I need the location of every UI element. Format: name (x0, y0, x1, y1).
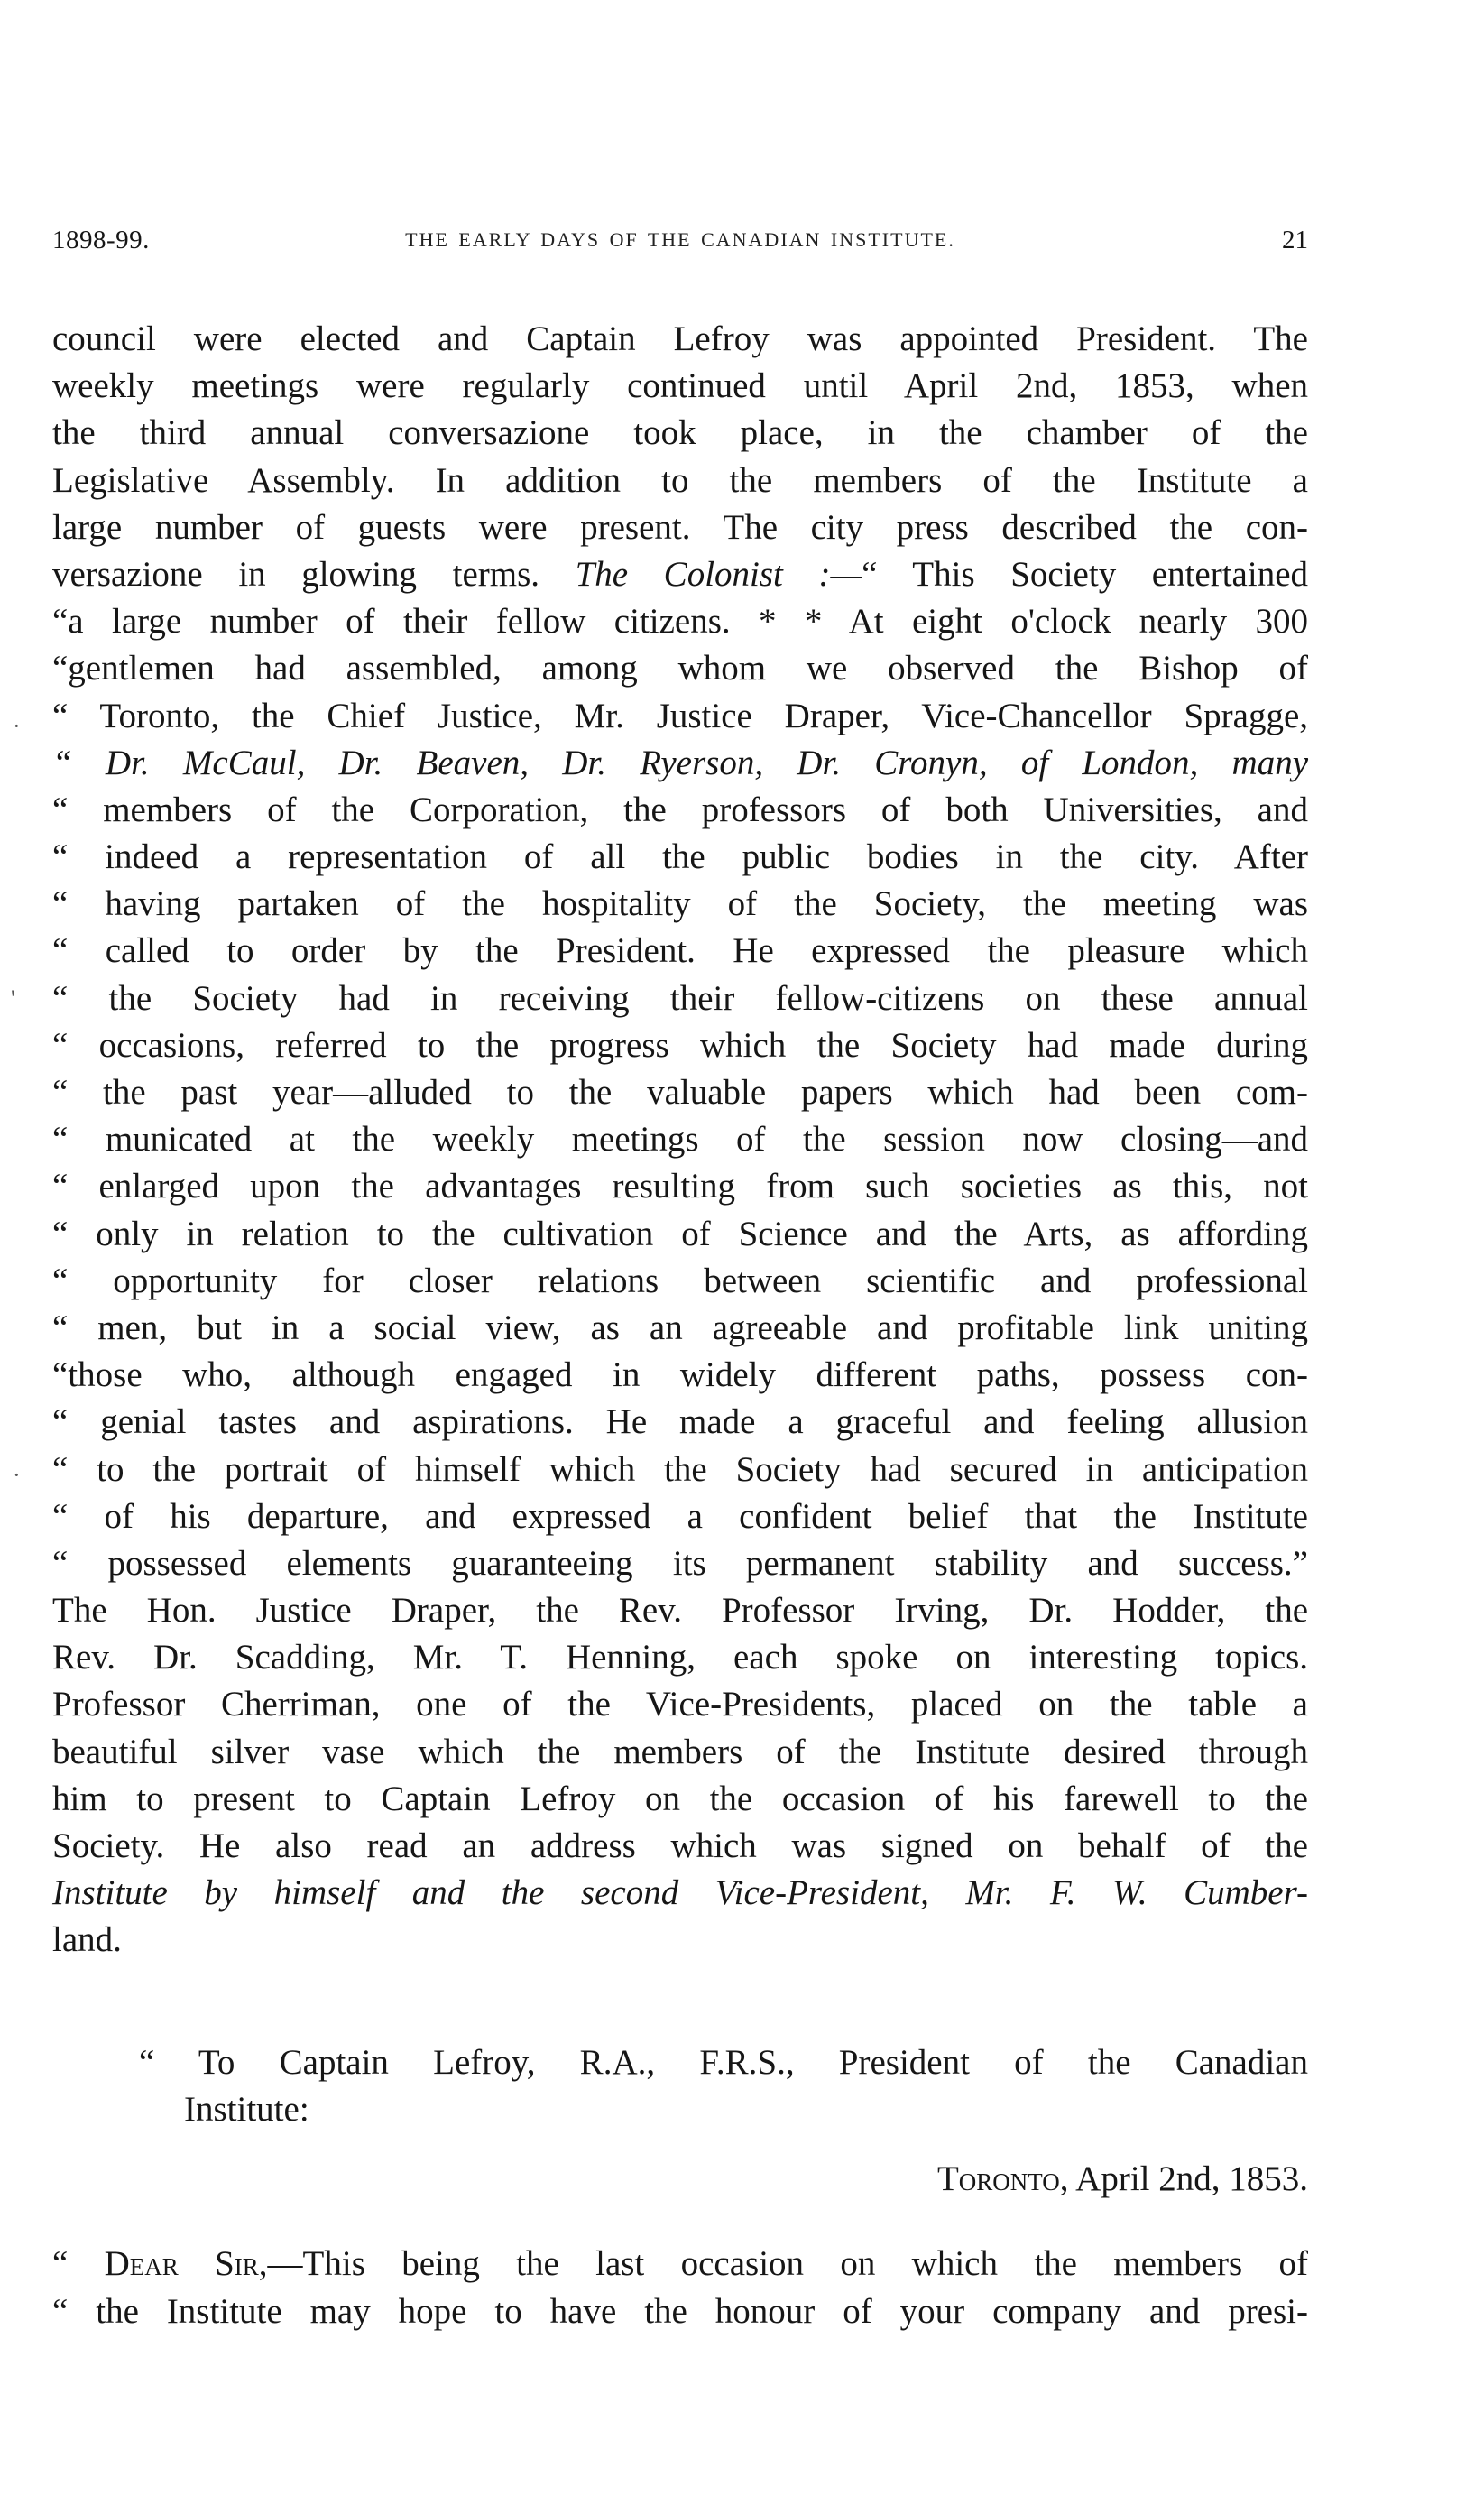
running-head-year: 1898-99. (52, 226, 150, 254)
text-line: beautiful silver vase which the members of the Institute desired through (52, 1732, 1308, 1771)
text-line: “ called to order by the President. He expressed the pleasure which (52, 931, 1308, 971)
newspaper-title: The Colonist :— (575, 554, 862, 594)
margin-mark: · (13, 1462, 21, 1488)
text-line: weekly meetings were regularly continued until April 2nd, 1853, when (52, 366, 1308, 406)
text-line: “ the Institute may hope to have the honour of your company and presi- (52, 2292, 1308, 2331)
address-line: “ To Captain Lefroy, R.A., F.R.S., President of the Canadian (139, 2043, 1308, 2082)
text-line: him to present to Captain Lefroy on the occasion of his farewell to the (52, 1779, 1308, 1818)
text-segment: —This being the last occasion on which the members of (267, 2244, 1308, 2283)
text-line: council were elected and Captain Lefroy was appointed President. The (52, 319, 1308, 358)
text-line: “ indeed a representation of all the public bodies in the city. After (52, 837, 1308, 877)
page-number: 21 (1282, 226, 1308, 254)
text-line: “ possessed elements guaranteeing its permanent stability and success.” (52, 1543, 1308, 1583)
text-line: “those who, although engaged in widely different paths, possess con- (52, 1355, 1308, 1395)
text-line (52, 2240, 1308, 2288)
text-line: land. (52, 1920, 122, 1960)
text-line: “ genial tastes and aspirations. He made a graceful and feeling allusion (52, 1402, 1308, 1442)
text-line: “ opportunity for closer relations between scientific and professional (52, 1261, 1308, 1300)
margin-mark: ' (11, 985, 15, 1012)
address-line: Institute: (184, 2090, 309, 2129)
text-line: “ having partaken of the hospitality of the Society, the meeting was (52, 884, 1308, 924)
text-line: “ the Society had in receiving their fellow-citizens on these annual (52, 978, 1308, 1018)
running-head-title: THE EARLY DAYS OF THE CANADIAN INSTITUTE. (405, 228, 955, 251)
text-line: Society. He also read an address which was signed on behalf of the (52, 1826, 1308, 1865)
dateline-place: Toronto, (936, 2159, 1069, 2198)
letter-opening (52, 2240, 1308, 2335)
text-line (52, 551, 1308, 598)
dateline (937, 2158, 1308, 2199)
text-line: “ of his departure, and expressed a confident belief that the Institute (52, 1496, 1308, 1536)
text-line: Professor Cherriman, one of the Vice-Presidents, placed on the table a (52, 1685, 1308, 1724)
text-line: “gentlemen had assembled, among whom we observed the Bishop of (52, 649, 1308, 689)
text-line: The Hon. Justice Draper, the Rev. Professor Irving, Dr. Hodder, the (52, 1591, 1308, 1631)
text-line: “ men, but in a social view, as an agreeable and profitable link uniting (52, 1308, 1308, 1347)
text-line: Legislative Assembly. In addition to the members of the Institute a (52, 460, 1308, 500)
italic-names: McCaul, Dr. Beaven, Dr. Ryerson, Dr. Cronyn, of London, many (182, 743, 1309, 782)
body-text (52, 316, 1308, 1964)
text-line: “ municated at the weekly meetings of the session now closing—and (52, 1120, 1308, 1160)
text-line: “ Toronto, the Chief Justice, Mr. Justice Draper, Vice-Chancellor Spragge, (52, 696, 1308, 735)
salutation: “ Dear Sir, (52, 2244, 268, 2283)
text-line: “ the past year—alluded to the valuable papers which had been com- (52, 1073, 1308, 1112)
text-line: large number of guests were present. The city press described the con- (52, 507, 1308, 547)
text-line: “ to the portrait of himself which the Society had secured in anticipation (52, 1449, 1308, 1489)
text-segment: “ Dr. (52, 743, 150, 782)
text-line: “ only in relation to the cultivation of Science and the Arts, as affording (52, 1214, 1308, 1253)
text-line: “ members of the Corporation, the professors of both Universities, and (52, 790, 1308, 829)
address-block (52, 2039, 1308, 2133)
text-line: “ occasions, referred to the progress which the Society had made during (52, 1025, 1308, 1065)
running-head (52, 226, 1308, 265)
text-line: Rev. Dr. Scadding, Mr. T. Henning, each spoke on interesting topics. (52, 1638, 1308, 1678)
text-line: “ enlarged upon the advantages resulting from such societies as this, not (52, 1167, 1308, 1206)
text-line: “a large number of their fellow citizens. * * At eight o'clock nearly 300 (52, 602, 1308, 642)
text-line (52, 740, 1308, 787)
margin-mark: · (13, 713, 21, 739)
text-line (52, 1870, 1308, 1917)
text-segment: “ This Society entertained (862, 554, 1308, 594)
dateline-date: April 2nd, 1853. (1075, 2159, 1308, 2198)
text-segment: versazione in glowing terms. (52, 554, 540, 594)
text-segment: Institute by himself and the second Vice-President, Mr. F. W. Cumber- (52, 1873, 1308, 1913)
text-line: the third annual conversazione took place, in the chamber of the (52, 413, 1308, 453)
